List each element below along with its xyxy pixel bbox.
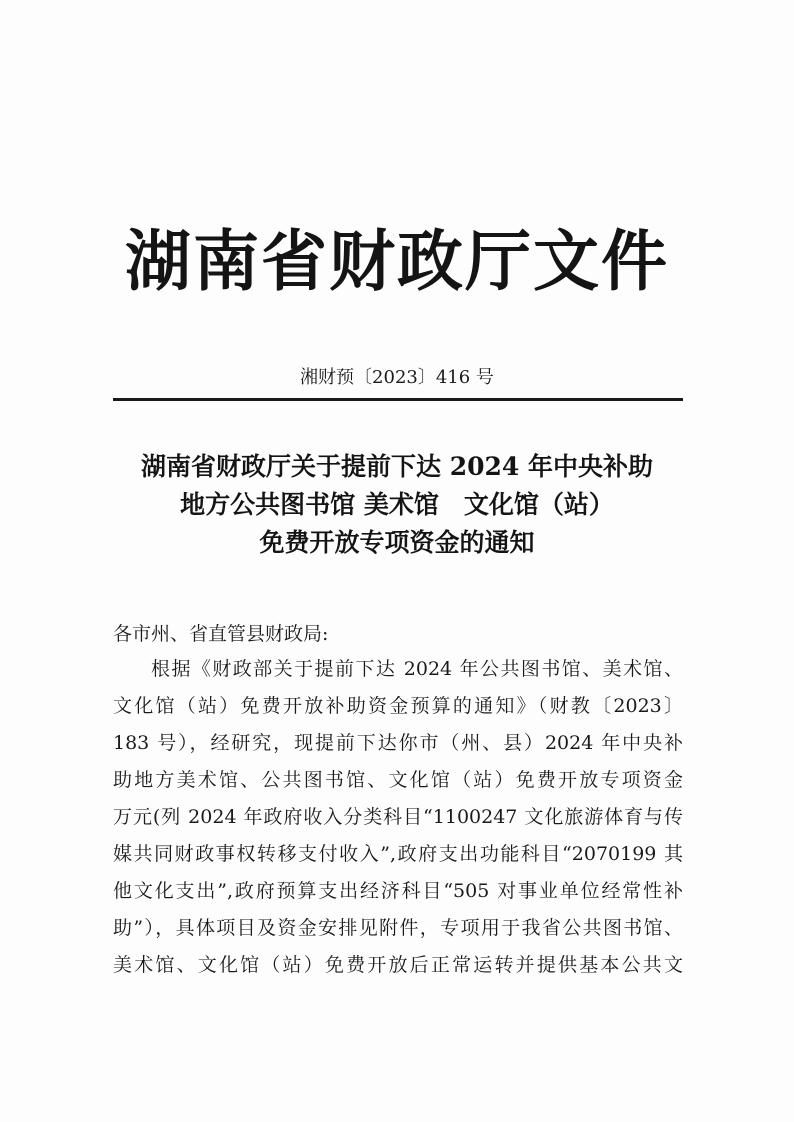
body-line: 万元(列 2024 年政府收入分类科目“1100247 文化旅游体育与传 [113, 806, 683, 828]
salutation: 各市州、省直管县财政局: [113, 623, 329, 645]
document-number: 湘财预〔2023〕416 号 [300, 367, 494, 388]
body-line: 助地方美术馆、公共图书馆、文化馆（站）免费开放专项资金 [113, 769, 683, 791]
body-line: 他文化支出”,政府预算支出经济科目“505 对事业单位经常性补 [113, 880, 683, 902]
notice-title-line: 免费开放专项资金的通知 [259, 528, 535, 557]
body-line: 文化馆（站）免费开放补助资金预算的通知》（财教〔2023〕 [113, 695, 683, 717]
document-header-title: 湖南省财政厅文件 [125, 223, 669, 300]
body-line: 媒共同财政事权转移支付收入”,政府支出功能科目“2070199 其 [113, 843, 683, 865]
notice-title-line: 地方公共图书馆 美术馆 文化馆（站） [180, 490, 614, 519]
notice-title [0, 448, 794, 562]
body-line: 根据《财政部关于提前下达 2024 年公共图书馆、美术馆、 [151, 658, 683, 680]
header-divider [113, 398, 683, 401]
body-line: 美术馆、文化馆（站）免费开放后正常运转并提供基本公共文 [113, 954, 683, 976]
notice-title-line: 湖南省财政厅关于提前下达 2024 年中央补助 [141, 452, 653, 481]
body-line: 助”），具体项目及资金安排见附件，专项用于我省公共图书馆、 [113, 917, 683, 939]
body-line: 183 号），经研究，现提前下达你市（州、县）2024 年中央补 [113, 732, 683, 754]
